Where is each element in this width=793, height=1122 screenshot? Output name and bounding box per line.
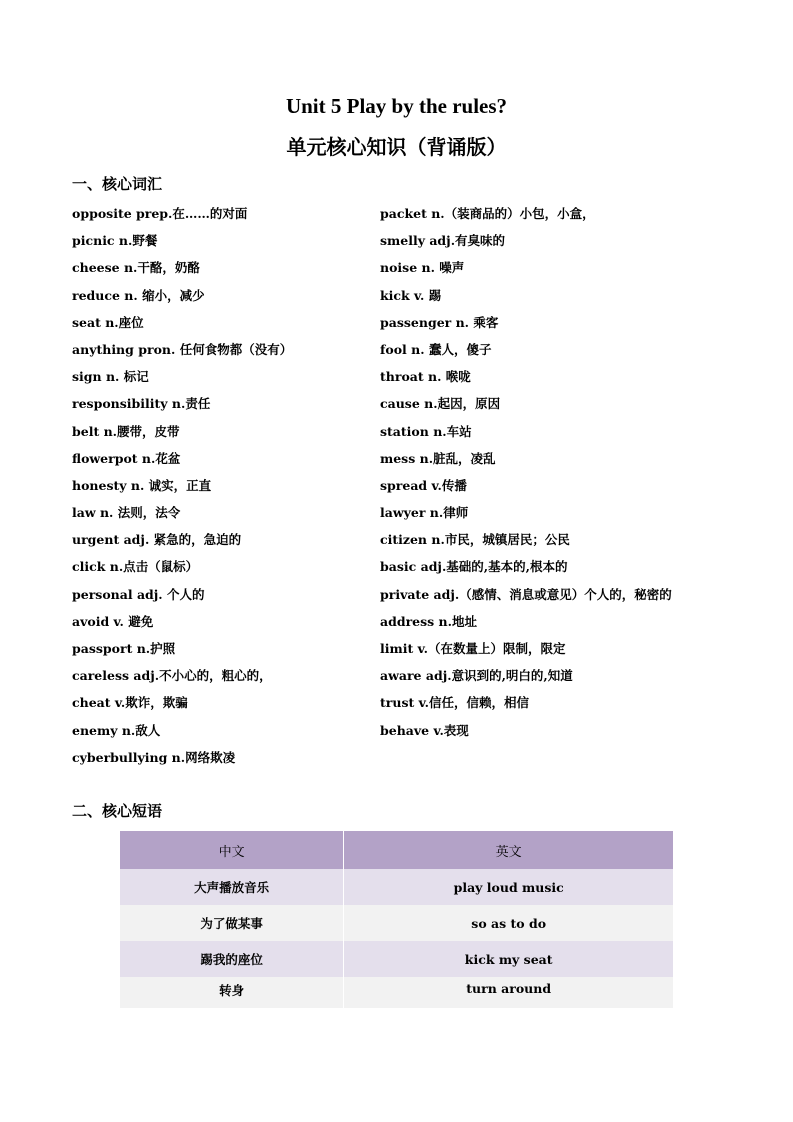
vocabulary-item: basic adj.基础的,基本的,根本的	[380, 559, 568, 575]
table-row	[120, 869, 674, 905]
vocabulary-item: careless adj.不小心的，粗心的，	[72, 668, 272, 684]
phrase-english: so as to do	[344, 905, 674, 941]
vocabulary-item: honesty n. 诚实，正直	[72, 477, 212, 493]
vocabulary-list-left	[72, 206, 292, 777]
vocabulary-item: lawyer n.律师	[380, 505, 469, 521]
vocabulary-item: opposite prep.在……的对面	[72, 206, 248, 221]
column-header-chinese: 中文	[120, 831, 344, 869]
vocabulary-item: picnic n.野餐	[72, 233, 158, 249]
vocabulary-item: cyberbullying n.网络欺凌	[72, 749, 236, 765]
table-row	[120, 941, 674, 977]
phrase-english: play loud music	[344, 869, 674, 905]
vocabulary-item: trust v.信任，信赖，相信	[380, 695, 529, 711]
table-row	[120, 905, 674, 941]
phrase-chinese: 为了做某事	[120, 905, 344, 941]
vocabulary-item: reduce n. 缩小，减少	[72, 287, 205, 303]
page-subtitle: 单元核心知识（背诵版）	[286, 135, 507, 159]
vocabulary-item: seat n.座位	[72, 314, 144, 330]
vocabulary-item: station n.车站	[380, 423, 472, 439]
vocabulary-item: kick v. 踢	[380, 287, 442, 303]
vocabulary-item: cheese n.干酪，奶酪	[72, 260, 200, 276]
phrase-chinese: 大声播放音乐	[120, 869, 344, 905]
vocabulary-item: belt n.腰带，皮带	[72, 423, 180, 439]
phrase-english: turn around	[344, 977, 674, 1008]
column-header-english: 英文	[344, 831, 674, 869]
phrase-english: kick my seat	[344, 941, 674, 977]
vocabulary-item: citizen n.市民，城镇居民；公民	[380, 532, 570, 548]
vocabulary-item: cause n.起因，原因	[380, 396, 501, 412]
vocabulary-item: smelly adj.有臭味的	[380, 233, 506, 249]
vocabulary-item: click n.点击（鼠标）	[72, 559, 199, 575]
phrase-table	[120, 831, 674, 1008]
phrase-chinese: 踢我的座位	[120, 941, 344, 977]
vocabulary-item: limit v.（在数量上）限制，限定	[380, 641, 566, 656]
vocabulary-item: spread v.传播	[380, 477, 467, 493]
vocabulary-item: personal adj. 个人的	[72, 586, 205, 602]
vocabulary-item: flowerpot n.花盆	[72, 450, 181, 466]
vocabulary-list-right	[380, 206, 672, 750]
vocabulary-item: address n.地址	[380, 613, 477, 629]
phrase-chinese: 转身	[120, 977, 344, 1008]
vocabulary-item: mess n.脏乱，凌乱	[380, 450, 496, 466]
vocabulary-item: throat n. 喉咙	[380, 369, 471, 385]
vocabulary-item: noise n. 噪声	[380, 260, 465, 276]
table-row	[120, 977, 674, 1008]
vocabulary-item: private adj.（感情、消息或意见）个人的，秘密的	[380, 586, 672, 602]
vocabulary-item: avoid v. 避免	[72, 613, 154, 629]
vocabulary-item: urgent adj. 紧急的，急迫的	[72, 532, 242, 548]
vocabulary-item: packet n.（装商品的）小包，小盒，	[380, 206, 595, 221]
vocabulary-item: passport n.护照	[72, 641, 176, 656]
vocabulary-item: enemy n.敌人	[72, 722, 161, 738]
section-heading-phrases: 二、核心短语	[72, 802, 163, 820]
vocabulary-item: passenger n. 乘客	[380, 314, 499, 330]
vocabulary-item: behave v.表现	[380, 722, 469, 738]
vocabulary-item: anything pron. 任何食物都（没有）	[72, 341, 293, 357]
section-heading-vocabulary: 一、核心词汇	[72, 175, 163, 193]
vocabulary-item: law n. 法则，法令	[72, 505, 181, 521]
vocabulary-item: fool n. 蠢人，傻子	[380, 341, 492, 357]
vocabulary-item: aware adj.意识到的,明白的,知道	[380, 668, 573, 684]
vocabulary-item: responsibility n.责任	[72, 396, 211, 412]
vocabulary-item: cheat v.欺诈，欺骗	[72, 695, 188, 711]
vocabulary-item: sign n. 标记	[72, 369, 149, 385]
phrase-table-header-row	[120, 831, 674, 869]
page-title: Unit 5 Play by the rules?	[285, 94, 508, 118]
